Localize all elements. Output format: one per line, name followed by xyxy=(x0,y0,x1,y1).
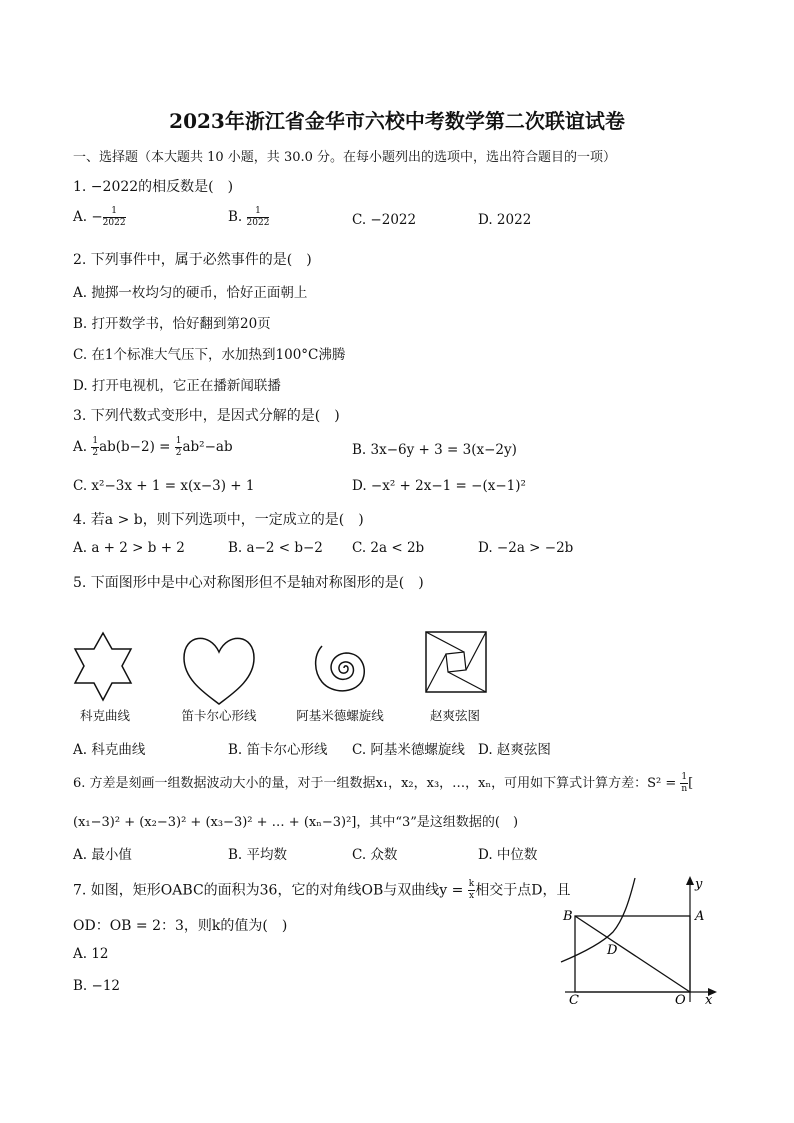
q3-option-d: D. −x² + 2x−1 = −(x−1)² xyxy=(352,478,526,494)
q7-option-b: B. −12 xyxy=(73,978,120,994)
q3-option-a: A. $\frac{1}{2}$ ab(b−2) = $\frac{1}{2}$ ab²−ab xyxy=(73,436,233,458)
q5-option-c: C. 阿基米德螺旋线 xyxy=(352,742,465,758)
q1-a-fraction: $\frac{1}{2022}$ xyxy=(102,206,126,228)
q7-line1: 7. 如图，矩形OABC的面积为36，它的对角线OB与双曲线y = $\frac{k}{x}$ 相交于点D，且 xyxy=(73,879,571,901)
q6-option-c: C. 众数 xyxy=(352,847,398,863)
q6-line1: 6. 方差是刻画一组数据波动大小的量，对于一组数据x₁，x₂，x₃，…，xₙ，可用如下算式计算方差：S² = $\frac{1}{n}$ [ xyxy=(73,772,694,794)
q3-option-c: C. x²−3x + 1 = x(x−3) + 1 xyxy=(73,478,255,494)
q3-option-b: B. 3x−6y + 3 = 3(x−2y) xyxy=(352,442,517,458)
q4-option-b: B. a−2 < b−2 xyxy=(228,540,323,556)
q7-rectangle-figure xyxy=(555,872,730,1007)
q3-stem: 3. 下列代数式变形中，是因式分解的是( ) xyxy=(73,408,340,424)
y-axis-arrow xyxy=(686,876,694,885)
q2-option-a: A. 抛掷一枚均匀的硬币，恰好正面朝上 xyxy=(73,285,308,301)
q6-line2: (x₁−3)² + (x₂−3)² + (x₃−3)² + … + (xₙ−3)²]，其中“3”是这组数据的( ) xyxy=(73,815,519,830)
label-d: D xyxy=(607,943,618,958)
caption-spiral: 阿基米德螺旋线 xyxy=(296,708,384,723)
q5-stem: 5. 下面图形中是中心对称图形但不是轴对称图形的是( ) xyxy=(73,575,424,591)
diagonal-ob xyxy=(575,916,690,992)
q1-stem: 1. −2022的相反数是( ) xyxy=(73,179,234,195)
q4-option-d: D. −2a > −2b xyxy=(478,540,574,556)
q7-fraction: $\frac{k}{x}$ xyxy=(468,879,475,901)
q2-stem: 2. 下列事件中，属于必然事件的是( ) xyxy=(73,252,312,268)
q5-option-d: D. 赵爽弦图 xyxy=(478,742,551,758)
caption-zhao: 赵爽弦图 xyxy=(429,708,480,723)
q1-b-prefix: B. xyxy=(228,209,247,225)
q2-option-d: D. 打开电视机，它正在播新闻联播 xyxy=(73,378,281,394)
q1-option-b xyxy=(228,206,269,229)
q7-line2: OD：OB = 2：3，则k的值为( ) xyxy=(73,918,288,934)
q6-option-b: B. 平均数 xyxy=(228,847,288,863)
cardioid-figure xyxy=(180,630,258,708)
q6-option-a: A. 最小值 xyxy=(73,847,132,863)
label-x: x xyxy=(705,993,713,1007)
q3-a-frac1: $\frac{1}{2}$ xyxy=(92,436,99,458)
q6-option-d: D. 中位数 xyxy=(478,847,538,863)
label-c: C xyxy=(569,993,579,1007)
q1-a-prefix: A. − xyxy=(73,209,103,225)
q4-option-a: A. a + 2 > b + 2 xyxy=(73,540,185,556)
q1-b-fraction: $\frac{1}{2022}$ xyxy=(246,206,270,228)
q2-option-b: B. 打开数学书，恰好翻到第20页 xyxy=(73,316,271,332)
label-a: A xyxy=(695,909,705,924)
q4-stem: 4. 若a > b，则下列选项中，一定成立的是( ) xyxy=(73,512,364,528)
q5-option-a: A. 科克曲线 xyxy=(73,742,146,758)
label-o: O xyxy=(675,993,686,1007)
q1-option-c: C. −2022 xyxy=(352,212,417,228)
koch-curve-figure xyxy=(66,628,146,708)
exam-title: 2023年浙江省金华市六校中考数学第二次联谊试卷 xyxy=(169,109,625,133)
caption-koch: 科克曲线 xyxy=(79,708,130,723)
archimedean-spiral-figure xyxy=(304,632,382,704)
q5-option-b: B. 笛卡尔心形线 xyxy=(228,742,328,758)
q2-option-c: C. 在1个标准大气压下，水加热到100°C沸腾 xyxy=(73,347,346,363)
label-b: B xyxy=(563,909,573,924)
q7-option-a: A. 12 xyxy=(73,946,109,962)
q1-option-a xyxy=(73,206,126,229)
section-header: 一、选择题（本大题共 10 小题，共 30.0 分。在每小题列出的选项中，选出符合题目的一项） xyxy=(73,150,617,165)
label-y: y xyxy=(695,877,703,892)
q3-a-frac2: $\frac{1}{2}$ xyxy=(175,436,182,458)
q6-fraction: $\frac{1}{n}$ xyxy=(681,772,688,794)
zhao-shuang-figure xyxy=(423,629,489,695)
q4-option-c: C. 2a < 2b xyxy=(352,540,425,556)
q1-option-d: D. 2022 xyxy=(478,212,532,228)
caption-cardioid: 笛卡尔心形线 xyxy=(181,708,257,723)
